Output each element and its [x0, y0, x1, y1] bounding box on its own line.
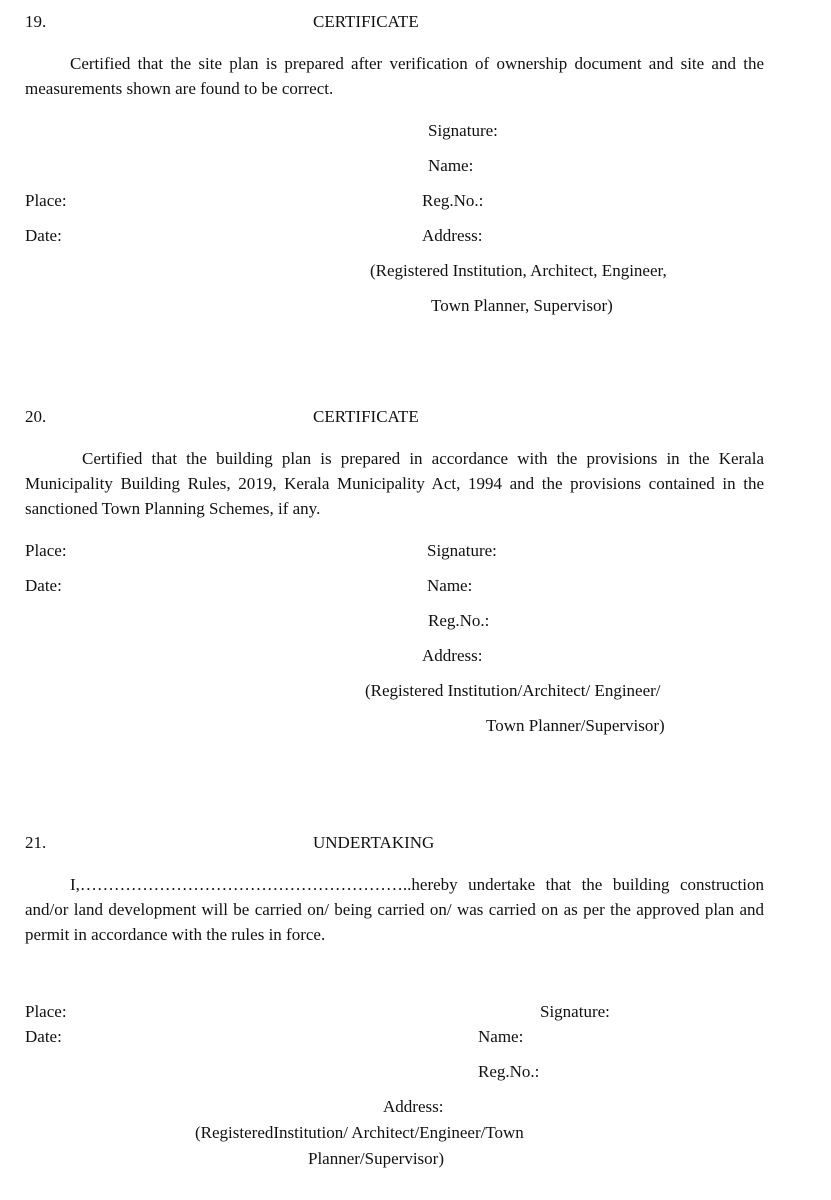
section-21-place-label: Place: [25, 1002, 67, 1021]
section-19-date-label: Date: [25, 226, 62, 245]
section-21-number: 21. [25, 833, 47, 852]
section-20-role-line-1: (Registered Institution/Architect/ Engineer/ [365, 681, 661, 700]
section-19-place-label: Place: [25, 191, 67, 210]
section-19-role-line-2: Town Planner, Supervisor) [431, 296, 613, 315]
section-21-paragraph [25, 872, 764, 947]
section-19-signature-label: Signature: [428, 121, 498, 140]
section-21-role-line-1: (RegisteredInstitution/ Architect/Engineer/Town [195, 1123, 524, 1142]
section-21-date-label: Date: [25, 1027, 62, 1046]
section-20-paragraph [25, 446, 764, 521]
section-19-role-line-1: (Registered Institution, Architect, Engineer, [370, 261, 667, 280]
section-20-address-label: Address: [422, 646, 483, 665]
section-20-date-label: Date: [25, 576, 62, 595]
section-19-address-label: Address: [422, 226, 483, 245]
section-20-heading: CERTIFICATE [313, 407, 419, 426]
section-21-paragraph-text: I,…………………………………………………..hereby undertake that the building construction and/or land development will be carried on/ being carried on/ was carried on as per the approved plan and permit in accordance with the rules in force. [25, 875, 764, 944]
section-20-role-line-2: Town Planner/Supervisor) [486, 716, 665, 735]
section-20-number: 20. [25, 407, 47, 426]
section-20-name-label: Name: [427, 576, 473, 595]
section-20-signature-label: Signature: [427, 541, 497, 560]
section-19-reg-label: Reg.No.: [422, 191, 484, 210]
section-20-paragraph-text: Certified that the building plan is prepared in accordance with the provisions in the Kerala Municipality Building Rules, 2019, Kerala Municipality Act, 1994 and the provisions contained in the sanctioned Town Planning Schemes, if any. [25, 449, 764, 518]
section-20-reg-label: Reg.No.: [428, 611, 490, 630]
section-19-paragraph [25, 51, 764, 101]
section-19-heading: CERTIFICATE [313, 12, 419, 31]
section-19-paragraph-text: Certified that the site plan is prepared after verification of ownership document and site and the measurements shown are found to be correct. [25, 54, 764, 98]
section-21-heading: UNDERTAKING [313, 833, 435, 852]
section-21-reg-label: Reg.No.: [478, 1062, 540, 1081]
section-21-role-line-2: Planner/Supervisor) [308, 1149, 444, 1168]
section-19-number: 19. [25, 12, 47, 31]
section-21-name-label: Name: [478, 1027, 524, 1046]
section-21-signature-label: Signature: [540, 1002, 610, 1021]
section-20-place-label: Place: [25, 541, 67, 560]
section-19-name-label: Name: [428, 156, 474, 175]
section-21-address-label: Address: [383, 1097, 444, 1116]
